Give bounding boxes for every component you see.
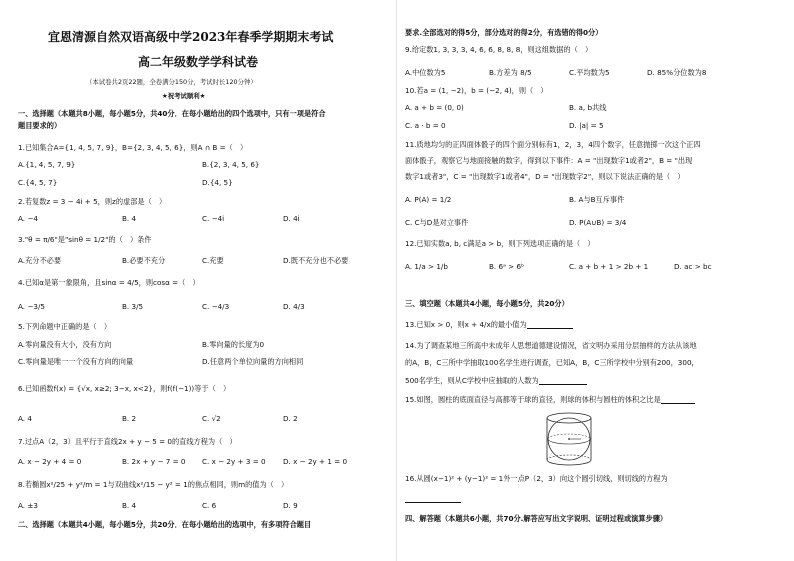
question-15 (405, 395, 695, 404)
q3-option-b: B.必要不充分 (122, 256, 166, 265)
q11-option-a: A. P(A) = 1/2 (405, 195, 452, 204)
q9-option-a: A.中位数为5 (405, 68, 446, 77)
q2-option-b: B. 4 (122, 214, 137, 223)
q6-option-d: D. 2 (283, 414, 298, 423)
question-3: 3."θ = π/6"是"sinθ = 1/2"的（ ）条件 (18, 235, 152, 244)
section-1-heading: 一、选择题（本题共8小题，每小题5分，共40分．在每小题给出的四个选项中，只有一项是符合 (18, 109, 326, 118)
q4-option-c: C. −4/3 (202, 302, 230, 311)
q7-option-d: D. x − 2y + 1 = 0 (283, 457, 348, 466)
q2-option-d: D. 4i (283, 214, 300, 223)
question-4: 4.已知α是第一象限角，且sinα = 4/5，则cosα =（ ） (18, 278, 200, 287)
question-15-text: 15.如图，圆柱的底面直径与高都等于球的直径，则球的体积与圆柱的体积之比是 (405, 395, 661, 404)
q11-option-b: B. A与B互斥事件 (569, 195, 625, 204)
q6-option-a: A. 4 (18, 414, 32, 423)
q10-option-d: D. |a| = 5 (569, 121, 604, 130)
q3-option-a: A.充分不必要 (18, 256, 62, 265)
q8-option-a: A. ±3 (18, 501, 38, 510)
question-11-line-1: 11.质地均匀的正四面体骰子的四个面分别标有1，2，3，4四个数字，任意抛掷一次这个正四 (405, 140, 701, 149)
question-9: 9.给定数1, 3, 3, 3, 4, 6, 6, 8, 8, 8，则这组数据的（ ） (405, 45, 593, 54)
question-6: 6.已知函数f(x) = {√x, x≥2; 3−x, x<2}，则f(f(−1))等于（ ） (18, 384, 231, 393)
q9-option-c: C.平均数为5 (569, 68, 610, 77)
q10-option-c: C. a · b = 0 (405, 121, 446, 130)
question-8: 8.若椭圆x²/25 + y²/m = 1与双曲线x²/15 − y² = 1的焦点相同，则m的值为（ ） (18, 480, 289, 489)
question-14-line-2: 的A，B，C三所中学抽取100名学生进行调查，已知A，B，C三所学校中分别有200，300， (405, 358, 699, 367)
q1-option-d: D.{4, 5} (202, 178, 233, 187)
question-14-line-1: 14.为了调查某地三所高中未成年人思想道德建设情况，省文明办采用分层抽样的方法从该地 (405, 341, 697, 350)
question-14-line-3 (405, 376, 587, 385)
q7-option-a: A. x − 2y + 4 = 0 (18, 457, 82, 466)
q1-option-c: C.{4, 5, 7} (18, 178, 58, 187)
q1-option-b: B.{2, 3, 4, 5, 6} (202, 160, 260, 169)
question-2: 2.若复数z = 3 − 4i + 5，则z的虚部是（ ） (18, 197, 167, 206)
section-1-heading-cont: 题目要求的） (18, 121, 62, 130)
exam-title: 宜恩清源自然双语高级中学2023年春季学期期末考试 (48, 30, 334, 44)
q12-option-d: D. ac > bc (674, 262, 712, 271)
question-12: 12.已知实数a, b, c满足a > b，则下列选项正确的是（ ） (405, 239, 595, 248)
q9-option-b: B.方差为 8/5 (489, 68, 532, 77)
answer-blank (405, 495, 461, 503)
q6-option-b: B. 2 (122, 414, 137, 423)
question-11-line-2: 面体骰子，观察它与地面接触的数字，得到以下事件：A = "出现数字1或者2"，B = "出现 (405, 156, 693, 165)
answer-blank (527, 321, 573, 329)
q11-option-d: D. P(A∪B) = 3/4 (569, 218, 627, 227)
question-10: 10.若a = (1, −2)，b = (−2, 4)，则（ ） (405, 86, 548, 95)
q5-option-b: B.零向量的长度为0 (202, 340, 265, 349)
column-divider (396, 0, 397, 561)
q4-option-a: A. −3/5 (18, 302, 45, 311)
q4-option-b: B. 3/5 (122, 302, 144, 311)
q10-option-b: B. a, b共线 (569, 103, 607, 112)
exam-subtitle: 高二年级数学学科试卷 (138, 55, 259, 69)
q12-option-c: C. a + b + 1 > 2b + 1 (569, 262, 649, 271)
q12-option-a: A. 1/a > 1/b (405, 262, 448, 271)
q4-option-d: D. 4/3 (283, 302, 305, 311)
good-luck-text: ★祝考试顺利★ (162, 92, 206, 100)
q1-option-a: A.{1, 4, 5, 7, 9} (18, 160, 76, 169)
q10-option-a: A. a + b = (0, 0) (405, 103, 464, 112)
q8-option-b: B. 4 (122, 501, 137, 510)
exam-info: （本试卷共2页22题，全卷满分150分，考试时长120分钟） (86, 78, 257, 86)
q9-option-d: D. 85%分位数为8 (647, 68, 707, 77)
section-2-heading-cont: 要求.全部选对的得5分，部分选对的得2分，有选错的得0分） (405, 28, 603, 37)
question-16: 16.从圆(x−1)² + (y−1)² = 1外一点P（2，3）向这个圆引切线，则切线的方程为 (405, 474, 668, 483)
q8-option-c: C. 6 (202, 501, 217, 510)
question-11-line-3: 数字1或者3"，C = "出现数字1或者4"，D = "出现数字2"，则以下说法正确的是（ ） (405, 172, 685, 181)
section-3-heading: 三、填空题（本题共4小题，每小题5分，共20分） (405, 299, 569, 308)
question-7: 7.过点A（2，3）且平行于直线2x + y − 5 = 0的直线方程为（ ） (18, 437, 237, 446)
q7-option-b: B. 2x + y − 7 = 0 (122, 457, 186, 466)
q11-option-c: C. C与D是对立事件 (405, 218, 469, 227)
question-14-text: 500名学生，则从C学校中应抽取的人数为 (405, 376, 539, 385)
q3-option-c: C.充要 (202, 256, 224, 265)
cylinder-sphere-figure (539, 410, 599, 472)
q12-option-b: B. 6ᵃ > 6ᵇ (489, 262, 525, 271)
q2-option-a: A. −4 (18, 214, 38, 223)
question-5: 5.下列命题中正确的是（ ） (18, 322, 112, 331)
answer-blank (539, 377, 587, 385)
question-16-blank-line (405, 494, 461, 503)
section-2-heading: 二、选择题（本题共4小题，每小题5分，共20分．在每小题给出的选项中，有多项符合题目 (18, 520, 312, 529)
q7-option-c: C. x − 2y + 3 = 0 (202, 457, 266, 466)
q3-option-d: D.既不充分也不必要 (283, 256, 349, 265)
q5-option-d: D.任意两个单位向量的方向相同 (202, 357, 304, 366)
q2-option-c: C. −4i (202, 214, 225, 223)
q6-option-c: C. √2 (202, 414, 221, 423)
question-13-text: 13.已知x > 0，则x + 4/x的最小值为 (405, 320, 527, 329)
question-13 (405, 320, 573, 329)
section-4-heading: 四、解答题（本题共6小题，共70分.解答应写出文字说明、证明过程或演算步骤） (405, 514, 668, 523)
q8-option-d: D. 9 (283, 501, 298, 510)
answer-blank (661, 396, 695, 404)
question-1: 1.已知集合A={1, 4, 5, 7, 9}，B={2, 3, 4, 5, 6}，则A ∩ B =（ ） (18, 143, 248, 152)
q5-option-c: C.零向量是唯一一个没有方向的向量 (18, 357, 134, 366)
q5-option-a: A.零向量没有大小，没有方向 (18, 340, 112, 349)
